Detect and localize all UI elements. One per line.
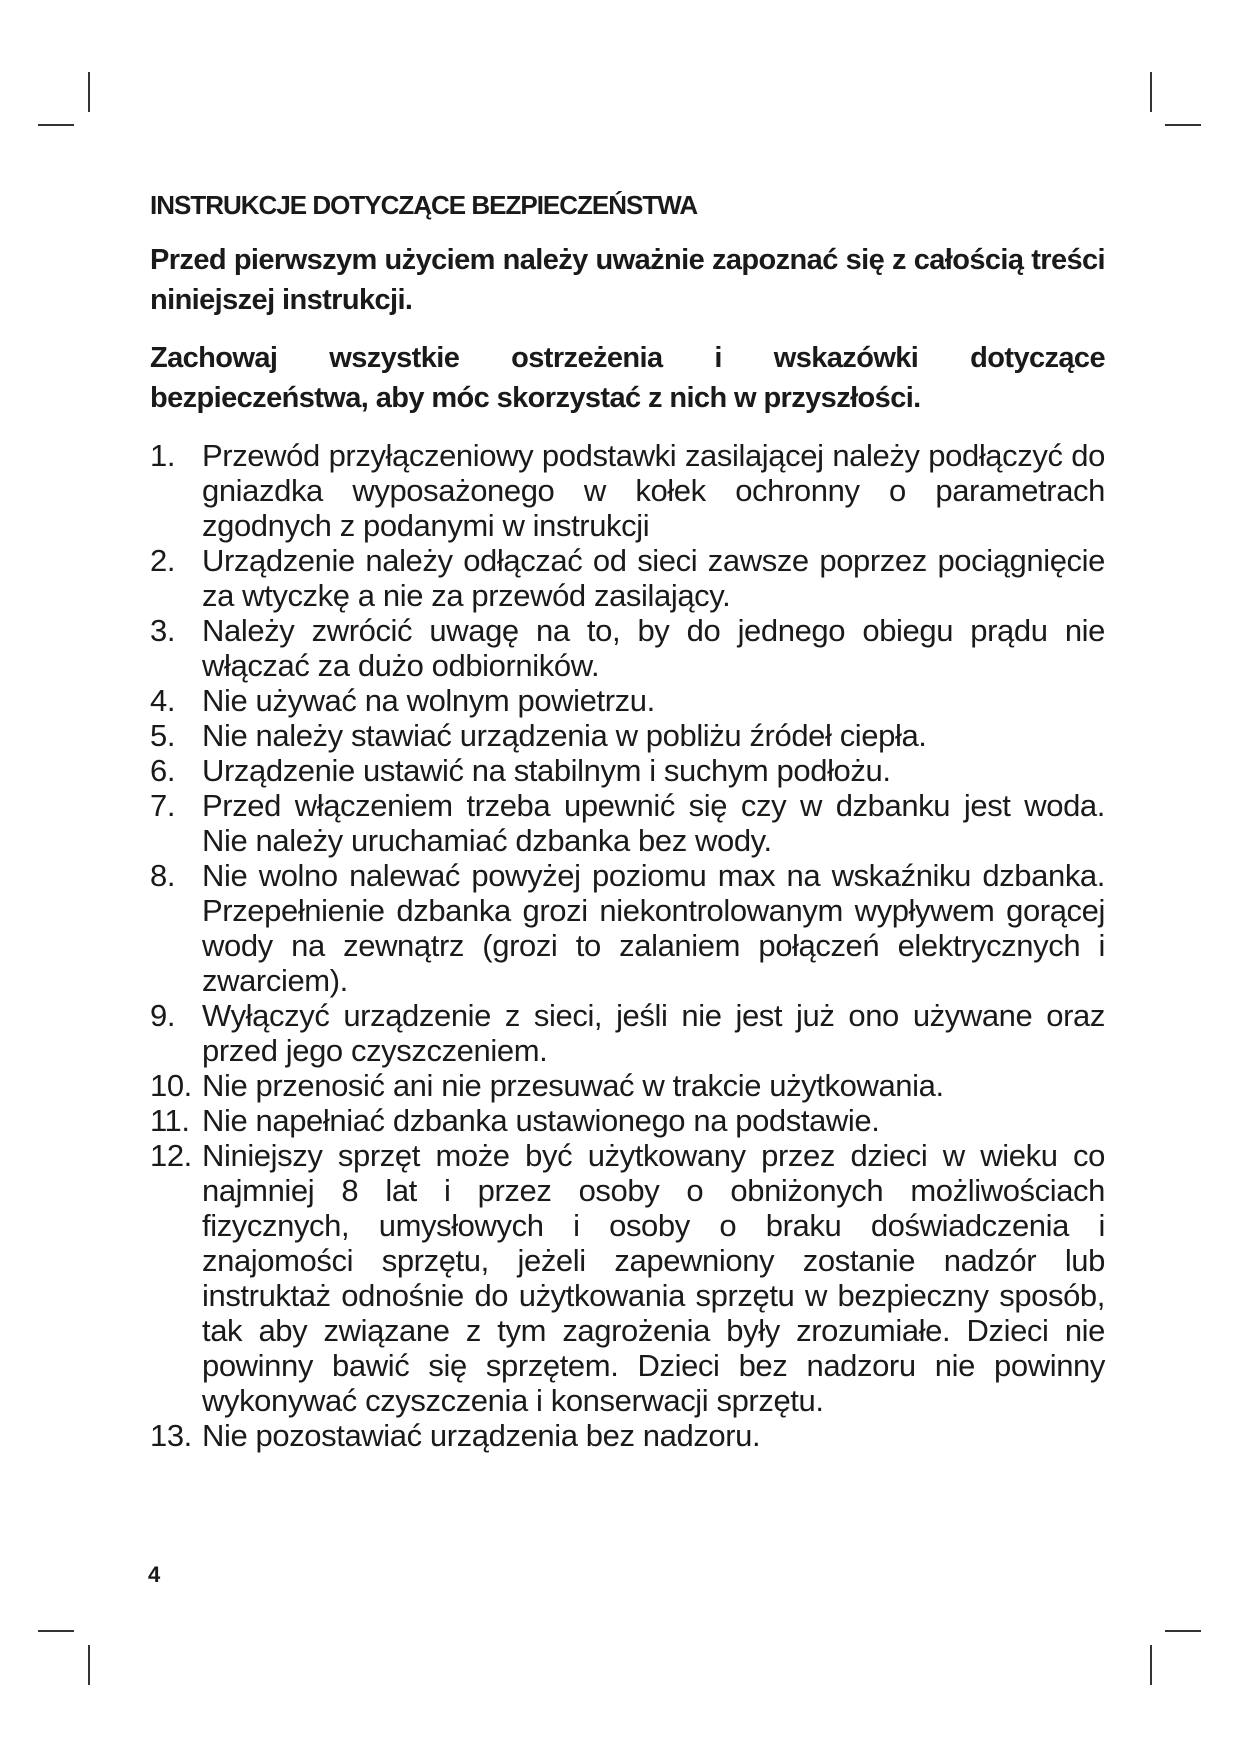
item-number: 5.: [150, 718, 176, 753]
list-item: [150, 753, 1105, 788]
item-text: Nie napełniać dzbanka ustawionego na podstawie.: [202, 1103, 880, 1138]
item-text: Nie używać na wolnym powietrzu.: [202, 683, 655, 718]
crop-mark-bottom-right-v: [1150, 1645, 1152, 1685]
item-number: 2.: [150, 543, 176, 578]
item-number: 13.: [150, 1418, 192, 1453]
list-item: [150, 858, 1105, 998]
list-item: [150, 1068, 1105, 1103]
item-text: Przewód przyłączeniowy podstawki zasilającej należy podłączyć do gniazdka wyposażonego w kołek ochronny o parametrach zgodnych z podanymi w instrukcji: [202, 438, 1105, 543]
page-title: INSTRUKCJE DOTYCZĄCE BEZPIECZEŃSTWA: [150, 190, 698, 220]
list-item: [150, 543, 1105, 613]
item-number: 7.: [150, 788, 176, 823]
crop-mark-bottom-right-h: [1165, 1630, 1201, 1632]
list-item: [150, 1418, 1105, 1453]
document-content: [150, 190, 1105, 1453]
list-item: [150, 998, 1105, 1068]
list-item: [150, 683, 1105, 718]
intro-paragraph-read-manual: Przed pierwszym użyciem należy uważnie zapoznać się z całością treści niniejszej instrukcji.: [150, 244, 1105, 316]
item-text: Przed włączeniem trzeba upewnić się czy w dzbanku jest woda. Nie należy uruchamiać dzbanka bez wody.: [202, 788, 1105, 858]
page-number: 4: [148, 1562, 161, 1587]
item-text: Nie przenosić ani nie przesuwać w trakcie użytkowania.: [202, 1068, 944, 1103]
list-item: [150, 613, 1105, 683]
list-item: [150, 1138, 1105, 1418]
crop-mark-top-left-v: [88, 72, 90, 112]
list-item: [150, 438, 1105, 543]
item-text: Nie należy stawiać urządzenia w pobliżu źródeł ciepła.: [202, 718, 927, 753]
item-text: Należy zwrócić uwagę na to, by do jednego obiegu prądu nie włączać za dużo odbiorników.: [202, 613, 1105, 683]
item-text: Wyłączyć urządzenie z sieci, jeśli nie jest już ono używane oraz przed jego czyszczeniem.: [202, 998, 1105, 1068]
item-number: 6.: [150, 753, 176, 788]
safety-rules-list: [150, 438, 1105, 1453]
intro-paragraph-keep-warnings: Zachowaj wszystkie ostrzeżenia i wskazówki dotyczące bezpieczeństwa, aby móc skorzystać z nich w przyszłości.: [150, 342, 1105, 414]
crop-mark-top-right-h: [1165, 124, 1201, 126]
item-text: Urządzenie należy odłączać od sieci zawsze poprzez pociągnięcie za wtyczkę a nie za przewód zasilający.: [202, 543, 1105, 613]
item-text: Nie wolno nalewać powyżej poziomu max na wskaźniku dzbanka. Przepełnienie dzbanka grozi niekontrolowanym wypływem gorącej wody na zewnątrz (grozi to zalaniem połączeń elektrycznych i zwarciem).: [202, 858, 1105, 998]
item-number: 11.: [150, 1103, 190, 1138]
list-item: [150, 788, 1105, 858]
item-text: Urządzenie ustawić na stabilnym i suchym podłożu.: [202, 753, 891, 788]
item-number: 3.: [150, 613, 176, 648]
item-number: 9.: [150, 998, 176, 1033]
crop-mark-top-right-v: [1150, 72, 1152, 112]
list-item: [150, 718, 1105, 753]
item-number: 8.: [150, 858, 176, 893]
crop-mark-top-left-h: [38, 124, 74, 126]
item-text: Niniejszy sprzęt może być użytkowany przez dzieci w wieku co najmniej 8 lat i przez osoby o obniżonych możliwościach fizycznych, umysłowych i osoby o braku doświadczenia i znajomości sprzętu, jeżeli zapewniony zostanie nadzór lub instruktaż odnośnie do użytkowania sprzętu w bezpieczny sposób, tak aby związane z tym zagrożenia były zrozumiałe. Dzieci nie powinny bawić się sprzętem. Dzieci bez nadzoru nie powinny wykonywać czyszczenia i konserwacji sprzętu.: [202, 1138, 1105, 1418]
item-number: 10.: [150, 1068, 192, 1103]
item-number: 4.: [150, 683, 176, 718]
item-number: 12.: [150, 1138, 192, 1173]
item-text: Nie pozostawiać urządzenia bez nadzoru.: [202, 1418, 761, 1453]
list-item: [150, 1103, 1105, 1138]
crop-mark-bottom-left-v: [88, 1645, 90, 1685]
item-number: 1.: [150, 438, 176, 473]
crop-mark-bottom-left-h: [38, 1630, 74, 1632]
